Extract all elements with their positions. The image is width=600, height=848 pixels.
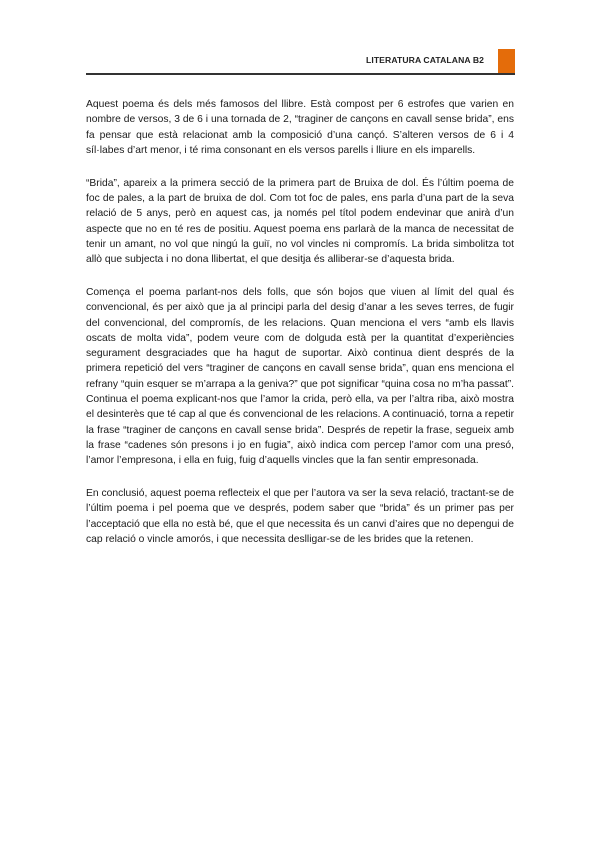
paragraph-context: “Brida”, apareix a la primera secció de la primera part de Bruixa de dol. És l’últim poema de foc de pales, a la part de bruixa de dol. Com tot foc de pales, ens parla d’una part de la seva relació de 5 anys, però en aquest cas, ja només pel títol podem endevinar que anirà d’un aspecte que no en té res de positiu. Aquest poema ens parlarà de la manca de necessitat de tenir un amant, no vol que ningú la guiï, no vol vincles ni compromís. La brida simbolitza tot allò que subjecta i no dona llibertat, el que desitja és alliberar-se d’aquesta brida. (86, 177, 514, 266)
header-divider (86, 73, 515, 75)
page-header (0, 0, 600, 80)
paragraph-intro: Aquest poema és dels més famosos del llibre. Està compost per 6 estrofes que varien en nombre de versos, 3 de 6 i una tornada de 2, “traginer de cançons en cavall sense brida”, ens fa pensar que està relacionat amb la composició d’una cançó. S’alteren versos de 6 i 4 síl·labes d’art menor, i té rima consonant en els versos parells i lliure en els imparells. (86, 99, 514, 156)
header-title: LITERATURA CATALANA B2 (366, 55, 485, 65)
document-body (86, 97, 514, 565)
paragraph-analysis: Comença el poema parlant-nos dels folls, que són bojos que viuen al límit del qual és convencional, és per això que ja al principi parla del desig d’anar a les seves terres, de fugir del convencional, del compromís, de les relacions. Quan menciona el vers “amb els llavis oscats de molta vida”, podem veure com de dolguda està per la quantitat d’experiències segurament desgraciades que ha hagut de suportar. Això continua dient després de la primera repetició del vers “traginer de cançons en cavall sense brida”, quan ens menciona el refrany “quin esquer se m’arrapa a la geniva?” que pot significar “quina cosa no m’ha passat”. Continua el poema explicant-nos que l’amor la crida, però ella, va per l’altra riba, això mostra el desinterès que té cap al que és convencional de les relacions. A continuació, torna a repetir la frase “traginer de cançons en cavall sense brida”. Després de repetir la frase, segueix amb la frase “cadenes són presons i jo en fugia”, això indica com percep l’amor com una presó, l’amor l’empresona, i ella en fuig, fuig d’aquells vincles que la fan sentir empresonada. (86, 286, 514, 467)
header-accent-block (498, 49, 515, 73)
paragraph-conclusion: En conclusió, aquest poema reflecteix el que per l’autora va ser la seva relació, tractant-se de l’últim poema i pel poema que ve després, podem saber que “brida” és un primer pas per l’acceptació que ella no està bé, que el que necessita és un canvi d’aires que no depengui de cap relació o vincle amorós, i que necessita deslligar-se de les brides que la retenen. (86, 488, 514, 545)
